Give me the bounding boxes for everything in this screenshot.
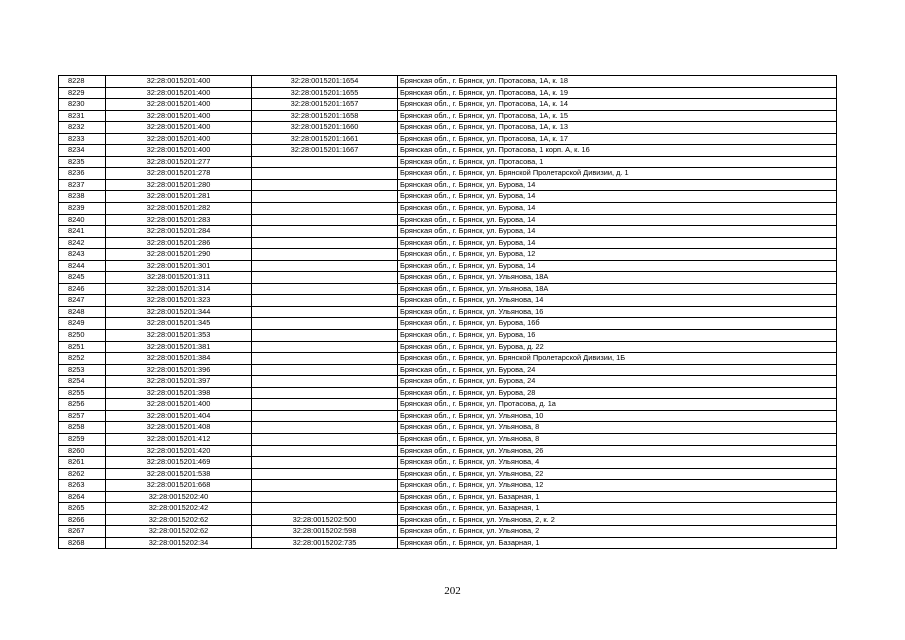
row-number-cell: 8238 bbox=[59, 191, 106, 203]
cadastral-number-cell: 32:28:0015201:280 bbox=[106, 179, 252, 191]
cadastral-number-cell: 32:28:0015201:290 bbox=[106, 249, 252, 261]
address-cell: Брянская обл., г. Брянск, ул. Бурова, 16 bbox=[398, 330, 837, 342]
registry-table-body bbox=[59, 76, 837, 549]
table-row bbox=[59, 537, 837, 549]
row-number-cell: 8249 bbox=[59, 318, 106, 330]
address-cell: Брянская обл., г. Брянск, ул. Бурова, 14 bbox=[398, 179, 837, 191]
cadastral-number-cell: 32:28:0015201:344 bbox=[106, 306, 252, 318]
parent-cadastral-number-cell: 32:28:0015201:1667 bbox=[252, 145, 398, 157]
address-cell: Брянская обл., г. Брянск, ул. Бурова, 14 bbox=[398, 191, 837, 203]
cadastral-number-cell: 32:28:0015201:412 bbox=[106, 433, 252, 445]
cadastral-number-cell: 32:28:0015201:408 bbox=[106, 422, 252, 434]
address-cell: Брянская обл., г. Брянск, ул. Базарная, 1 bbox=[398, 537, 837, 549]
table-row bbox=[59, 410, 837, 422]
cadastral-number-cell: 32:28:0015202:42 bbox=[106, 503, 252, 515]
parent-cadastral-number-cell bbox=[252, 237, 398, 249]
row-number-cell: 8243 bbox=[59, 249, 106, 261]
table-row bbox=[59, 214, 837, 226]
address-cell: Брянская обл., г. Брянск, ул. Брянской Пролетарской Дивизии, д. 1 bbox=[398, 168, 837, 180]
table-row bbox=[59, 295, 837, 307]
cadastral-number-cell: 32:28:0015201:400 bbox=[106, 76, 252, 88]
cadastral-number-cell: 32:28:0015201:398 bbox=[106, 387, 252, 399]
row-number-cell: 8258 bbox=[59, 422, 106, 434]
cadastral-number-cell: 32:28:0015201:283 bbox=[106, 214, 252, 226]
address-cell: Брянская обл., г. Брянск, ул. Бурова, 14 bbox=[398, 260, 837, 272]
row-number-cell: 8229 bbox=[59, 87, 106, 99]
cadastral-number-cell: 32:28:0015201:345 bbox=[106, 318, 252, 330]
row-number-cell: 8233 bbox=[59, 133, 106, 145]
address-cell: Брянская обл., г. Брянск, ул. Протасова, 1А, к. 15 bbox=[398, 110, 837, 122]
address-cell: Брянская обл., г. Брянск, ул. Базарная, 1 bbox=[398, 503, 837, 515]
table-row bbox=[59, 387, 837, 399]
parent-cadastral-number-cell bbox=[252, 203, 398, 215]
parent-cadastral-number-cell bbox=[252, 191, 398, 203]
cadastral-number-cell: 32:28:0015201:400 bbox=[106, 99, 252, 111]
table-row bbox=[59, 99, 837, 111]
address-cell: Брянская обл., г. Брянск, ул. Ульянова, 14 bbox=[398, 295, 837, 307]
address-cell: Брянская обл., г. Брянск, ул. Бурова, 14 bbox=[398, 237, 837, 249]
row-number-cell: 8260 bbox=[59, 445, 106, 457]
table-row bbox=[59, 399, 837, 411]
parent-cadastral-number-cell: 32:28:0015201:1657 bbox=[252, 99, 398, 111]
row-number-cell: 8230 bbox=[59, 99, 106, 111]
parent-cadastral-number-cell bbox=[252, 422, 398, 434]
address-cell: Брянская обл., г. Брянск, ул. Бурова, 14 bbox=[398, 203, 837, 215]
cadastral-number-cell: 32:28:0015201:538 bbox=[106, 468, 252, 480]
row-number-cell: 8231 bbox=[59, 110, 106, 122]
table-row bbox=[59, 353, 837, 365]
parent-cadastral-number-cell bbox=[252, 179, 398, 191]
table-row bbox=[59, 87, 837, 99]
row-number-cell: 8244 bbox=[59, 260, 106, 272]
address-cell: Брянская обл., г. Брянск, ул. Протасова, 1А, к. 13 bbox=[398, 122, 837, 134]
row-number-cell: 8256 bbox=[59, 399, 106, 411]
address-cell: Брянская обл., г. Брянск, ул. Ульянова, 8 bbox=[398, 433, 837, 445]
row-number-cell: 8263 bbox=[59, 480, 106, 492]
cadastral-number-cell: 32:28:0015201:400 bbox=[106, 145, 252, 157]
parent-cadastral-number-cell bbox=[252, 272, 398, 284]
parent-cadastral-number-cell bbox=[252, 445, 398, 457]
cadastral-number-cell: 32:28:0015201:278 bbox=[106, 168, 252, 180]
row-number-cell: 8248 bbox=[59, 306, 106, 318]
address-cell: Брянская обл., г. Брянск, ул. Бурова, 12 bbox=[398, 249, 837, 261]
table-row bbox=[59, 76, 837, 88]
row-number-cell: 8254 bbox=[59, 376, 106, 388]
row-number-cell: 8240 bbox=[59, 214, 106, 226]
table-row bbox=[59, 480, 837, 492]
address-cell: Брянская обл., г. Брянск, ул. Базарная, 1 bbox=[398, 491, 837, 503]
address-cell: Брянская обл., г. Брянск, ул. Протасова, 1А, к. 19 bbox=[398, 87, 837, 99]
row-number-cell: 8250 bbox=[59, 330, 106, 342]
table-row bbox=[59, 306, 837, 318]
address-cell: Брянская обл., г. Брянск, ул. Ульянова, 18А bbox=[398, 272, 837, 284]
row-number-cell: 8253 bbox=[59, 364, 106, 376]
parent-cadastral-number-cell bbox=[252, 376, 398, 388]
cadastral-number-cell: 32:28:0015201:323 bbox=[106, 295, 252, 307]
parent-cadastral-number-cell: 32:28:0015202:598 bbox=[252, 526, 398, 538]
cadastral-number-cell: 32:28:0015201:397 bbox=[106, 376, 252, 388]
table-row bbox=[59, 133, 837, 145]
cadastral-number-cell: 32:28:0015201:469 bbox=[106, 457, 252, 469]
cadastral-number-cell: 32:28:0015202:62 bbox=[106, 514, 252, 526]
table-row bbox=[59, 468, 837, 480]
table-row bbox=[59, 422, 837, 434]
cadastral-number-cell: 32:28:0015201:400 bbox=[106, 399, 252, 411]
row-number-cell: 8228 bbox=[59, 76, 106, 88]
table-row bbox=[59, 145, 837, 157]
parent-cadastral-number-cell bbox=[252, 457, 398, 469]
parent-cadastral-number-cell bbox=[252, 260, 398, 272]
table-row bbox=[59, 226, 837, 238]
row-number-cell: 8235 bbox=[59, 156, 106, 168]
table-row bbox=[59, 364, 837, 376]
address-cell: Брянская обл., г. Брянск, ул. Брянской Пролетарской Дивизии, 1Б bbox=[398, 353, 837, 365]
cadastral-number-cell: 32:28:0015202:62 bbox=[106, 526, 252, 538]
table-row bbox=[59, 330, 837, 342]
row-number-cell: 8241 bbox=[59, 226, 106, 238]
cadastral-number-cell: 32:28:0015201:311 bbox=[106, 272, 252, 284]
address-cell: Брянская обл., г. Брянск, ул. Бурова, 28 bbox=[398, 387, 837, 399]
row-number-cell: 8257 bbox=[59, 410, 106, 422]
parent-cadastral-number-cell bbox=[252, 249, 398, 261]
cadastral-number-cell: 32:28:0015201:420 bbox=[106, 445, 252, 457]
address-cell: Брянская обл., г. Брянск, ул. Бурова, 16б bbox=[398, 318, 837, 330]
parent-cadastral-number-cell bbox=[252, 330, 398, 342]
table-row bbox=[59, 272, 837, 284]
cadastral-number-cell: 32:28:0015201:384 bbox=[106, 353, 252, 365]
row-number-cell: 8246 bbox=[59, 283, 106, 295]
parent-cadastral-number-cell bbox=[252, 491, 398, 503]
cadastral-number-cell: 32:28:0015201:396 bbox=[106, 364, 252, 376]
row-number-cell: 8259 bbox=[59, 433, 106, 445]
address-cell: Брянская обл., г. Брянск, ул. Ульянова, 4 bbox=[398, 457, 837, 469]
address-cell: Брянская обл., г. Брянск, ул. Ульянова, 8 bbox=[398, 422, 837, 434]
parent-cadastral-number-cell: 32:28:0015202:735 bbox=[252, 537, 398, 549]
parent-cadastral-number-cell bbox=[252, 364, 398, 376]
address-cell: Брянская обл., г. Брянск, ул. Бурова, д. 22 bbox=[398, 341, 837, 353]
parent-cadastral-number-cell bbox=[252, 295, 398, 307]
cadastral-number-cell: 32:28:0015201:353 bbox=[106, 330, 252, 342]
row-number-cell: 8255 bbox=[59, 387, 106, 399]
row-number-cell: 8252 bbox=[59, 353, 106, 365]
cadastral-number-cell: 32:28:0015201:668 bbox=[106, 480, 252, 492]
address-cell: Брянская обл., г. Брянск, ул. Ульянова, 18А bbox=[398, 283, 837, 295]
table-row bbox=[59, 433, 837, 445]
parent-cadastral-number-cell bbox=[252, 399, 398, 411]
row-number-cell: 8262 bbox=[59, 468, 106, 480]
address-cell: Брянская обл., г. Брянск, ул. Протасова, 1А, к. 18 bbox=[398, 76, 837, 88]
parent-cadastral-number-cell bbox=[252, 433, 398, 445]
parent-cadastral-number-cell bbox=[252, 410, 398, 422]
cadastral-number-cell: 32:28:0015201:282 bbox=[106, 203, 252, 215]
address-cell: Брянская обл., г. Брянск, ул. Ульянова, 2, к. 2 bbox=[398, 514, 837, 526]
table-row bbox=[59, 457, 837, 469]
row-number-cell: 8251 bbox=[59, 341, 106, 353]
address-cell: Брянская обл., г. Брянск, ул. Ульянова, 10 bbox=[398, 410, 837, 422]
parent-cadastral-number-cell bbox=[252, 353, 398, 365]
parent-cadastral-number-cell: 32:28:0015201:1658 bbox=[252, 110, 398, 122]
parent-cadastral-number-cell bbox=[252, 341, 398, 353]
table-row bbox=[59, 168, 837, 180]
address-cell: Брянская обл., г. Брянск, ул. Бурова, 24 bbox=[398, 376, 837, 388]
parent-cadastral-number-cell bbox=[252, 468, 398, 480]
table-row bbox=[59, 156, 837, 168]
table-row bbox=[59, 445, 837, 457]
address-cell: Брянская обл., г. Брянск, ул. Ульянова, 26 bbox=[398, 445, 837, 457]
parent-cadastral-number-cell: 32:28:0015202:500 bbox=[252, 514, 398, 526]
row-number-cell: 8232 bbox=[59, 122, 106, 134]
row-number-cell: 8268 bbox=[59, 537, 106, 549]
cadastral-number-cell: 32:28:0015201:286 bbox=[106, 237, 252, 249]
address-cell: Брянская обл., г. Брянск, ул. Ульянова, 12 bbox=[398, 480, 837, 492]
cadastral-number-cell: 32:28:0015201:281 bbox=[106, 191, 252, 203]
cadastral-number-cell: 32:28:0015201:314 bbox=[106, 283, 252, 295]
parent-cadastral-number-cell bbox=[252, 306, 398, 318]
table-row bbox=[59, 237, 837, 249]
table-row bbox=[59, 191, 837, 203]
table-row bbox=[59, 122, 837, 134]
parent-cadastral-number-cell bbox=[252, 156, 398, 168]
parent-cadastral-number-cell bbox=[252, 168, 398, 180]
row-number-cell: 8261 bbox=[59, 457, 106, 469]
address-cell: Брянская обл., г. Брянск, ул. Протасова, 1А, к. 14 bbox=[398, 99, 837, 111]
row-number-cell: 8266 bbox=[59, 514, 106, 526]
address-cell: Брянская обл., г. Брянск, ул. Протасова, 1 корп. А, к. 16 bbox=[398, 145, 837, 157]
row-number-cell: 8237 bbox=[59, 179, 106, 191]
address-cell: Брянская обл., г. Брянск, ул. Ульянова, 2 bbox=[398, 526, 837, 538]
parent-cadastral-number-cell bbox=[252, 387, 398, 399]
parent-cadastral-number-cell bbox=[252, 318, 398, 330]
parent-cadastral-number-cell bbox=[252, 214, 398, 226]
address-cell: Брянская обл., г. Брянск, ул. Бурова, 14 bbox=[398, 214, 837, 226]
address-cell: Брянская обл., г. Брянск, ул. Ульянова, 16 bbox=[398, 306, 837, 318]
cadastral-number-cell: 32:28:0015202:34 bbox=[106, 537, 252, 549]
parent-cadastral-number-cell bbox=[252, 503, 398, 515]
table-row bbox=[59, 203, 837, 215]
row-number-cell: 8247 bbox=[59, 295, 106, 307]
table-row bbox=[59, 503, 837, 515]
table-row bbox=[59, 491, 837, 503]
row-number-cell: 8236 bbox=[59, 168, 106, 180]
parent-cadastral-number-cell bbox=[252, 283, 398, 295]
address-cell: Брянская обл., г. Брянск, ул. Ульянова, 22 bbox=[398, 468, 837, 480]
address-cell: Брянская обл., г. Брянск, ул. Протасова, д. 1а bbox=[398, 399, 837, 411]
table-row bbox=[59, 376, 837, 388]
registry-table bbox=[58, 75, 837, 549]
address-cell: Брянская обл., г. Брянск, ул. Протасова, 1А, к. 17 bbox=[398, 133, 837, 145]
parent-cadastral-number-cell: 32:28:0015201:1655 bbox=[252, 87, 398, 99]
address-cell: Брянская обл., г. Брянск, ул. Бурова, 24 bbox=[398, 364, 837, 376]
table-row bbox=[59, 110, 837, 122]
parent-cadastral-number-cell bbox=[252, 480, 398, 492]
cadastral-number-cell: 32:28:0015201:400 bbox=[106, 133, 252, 145]
address-cell: Брянская обл., г. Брянск, ул. Бурова, 14 bbox=[398, 226, 837, 238]
cadastral-number-cell: 32:28:0015202:40 bbox=[106, 491, 252, 503]
table-row bbox=[59, 526, 837, 538]
parent-cadastral-number-cell: 32:28:0015201:1654 bbox=[252, 76, 398, 88]
row-number-cell: 8265 bbox=[59, 503, 106, 515]
cadastral-number-cell: 32:28:0015201:400 bbox=[106, 110, 252, 122]
parent-cadastral-number-cell: 32:28:0015201:1660 bbox=[252, 122, 398, 134]
cadastral-number-cell: 32:28:0015201:381 bbox=[106, 341, 252, 353]
row-number-cell: 8239 bbox=[59, 203, 106, 215]
cadastral-number-cell: 32:28:0015201:284 bbox=[106, 226, 252, 238]
row-number-cell: 8264 bbox=[59, 491, 106, 503]
parent-cadastral-number-cell bbox=[252, 226, 398, 238]
cadastral-number-cell: 32:28:0015201:400 bbox=[106, 122, 252, 134]
cadastral-number-cell: 32:28:0015201:277 bbox=[106, 156, 252, 168]
table-row bbox=[59, 318, 837, 330]
cadastral-number-cell: 32:28:0015201:400 bbox=[106, 87, 252, 99]
table-row bbox=[59, 514, 837, 526]
row-number-cell: 8234 bbox=[59, 145, 106, 157]
table-row bbox=[59, 341, 837, 353]
address-cell: Брянская обл., г. Брянск, ул. Протасова, 1 bbox=[398, 156, 837, 168]
table-row bbox=[59, 249, 837, 261]
cadastral-number-cell: 32:28:0015201:404 bbox=[106, 410, 252, 422]
cadastral-number-cell: 32:28:0015201:301 bbox=[106, 260, 252, 272]
table-row bbox=[59, 179, 837, 191]
table-row bbox=[59, 283, 837, 295]
page-number: 202 bbox=[444, 585, 461, 597]
row-number-cell: 8242 bbox=[59, 237, 106, 249]
row-number-cell: 8245 bbox=[59, 272, 106, 284]
row-number-cell: 8267 bbox=[59, 526, 106, 538]
table-row bbox=[59, 260, 837, 272]
parent-cadastral-number-cell: 32:28:0015201:1661 bbox=[252, 133, 398, 145]
